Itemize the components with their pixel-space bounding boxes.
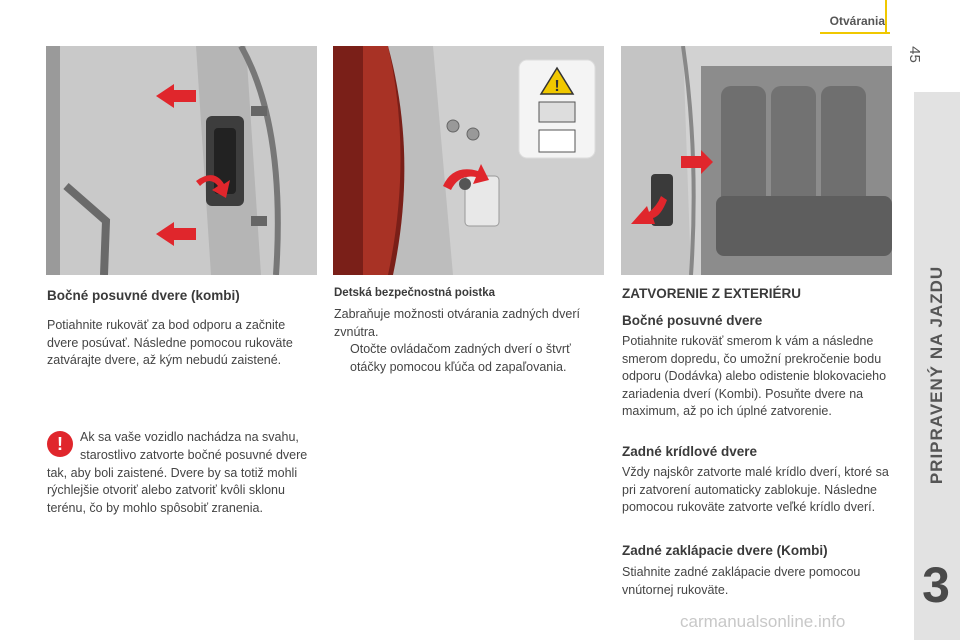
sliding-door-heading: Bočné posuvné dvere (kombi) — [47, 288, 240, 303]
rear-wing-doors-heading: Zadné krídlové dvere — [622, 444, 758, 459]
chapter-title: PRIPRAVENÝ NA JAZDU — [927, 265, 946, 485]
bullet-symbol — [334, 341, 350, 376]
child-lock-bullet — [334, 341, 604, 376]
page-number: 45 — [905, 46, 923, 63]
section-title: Otvárania — [829, 14, 885, 28]
child-lock-paragraph: Zabraňuje možnosti otvárania zadných dverí zvnútra. — [334, 307, 580, 339]
exterior-closing-title: ZATVORENIE Z EXTERIÉRU — [622, 286, 802, 301]
tailgate-text: Stiahnite zadné zaklápacie dvere pomocou vnútornej rukoväte. — [622, 565, 861, 597]
chapter-number: 3 — [922, 557, 950, 613]
header-tick — [885, 0, 887, 34]
child-lock-bullet-text: Otočte ovládačom zadných dverí o štvrť otáčky pomocou kľúča od zapaľovania. — [350, 342, 571, 374]
sliding-door-paragraph: Potiahnite rukoväť za bod odporu a začnite dvere posúvať. Následne pomocou rukoväte zatvárajte dvere, až kým nebudú zaistené. — [47, 318, 293, 367]
tailgate-heading: Zadné zaklápacie dvere (Kombi) — [622, 543, 828, 558]
sliding-door-exterior-heading: Bočné posuvné dvere — [622, 313, 763, 328]
watermark: carmanualsonline.info — [680, 612, 846, 631]
warning-text: starostlivo zatvorte bočné posuvné dvere tak, aby boli zaistené. Dvere by sa totiž mohli rýchlejšie otvoriť alebo zatvoriť kvôli sklonu terénu, čo by mohlo spôsobiť zranenia. — [47, 448, 308, 515]
photo-child-lock — [333, 46, 604, 275]
rear-wing-doors-text: Vždy najskôr zatvorte malé krídlo dverí, ktoré sa pri zatvorení automaticky zablokuje. Následne pomocou rukoväte zatvorte veľké krídlo dverí. — [622, 465, 889, 514]
sliding-door-exterior-text: Potiahnite rukoväť smerom k vám a následne smerom dopredu, čo umožní prekročenie bodu odporu (Dodávka) alebo odistenie blokovacieho zariadenia dverí (Kombi). Posuňte dvere na maximum, až po ich úplné zatvorenie. — [622, 334, 887, 418]
child-lock-heading: Detská bezpečnostná poistka — [334, 287, 496, 299]
photo-exterior-closing — [621, 46, 892, 275]
warning-icon: ! — [47, 431, 73, 457]
header-rule — [820, 32, 890, 34]
photo-sliding-door-handle — [46, 46, 317, 275]
svg-text:!: ! — [554, 78, 560, 95]
warning-text-first-line: Ak sa vaše vozidlo nachádza na svahu, — [80, 430, 299, 444]
